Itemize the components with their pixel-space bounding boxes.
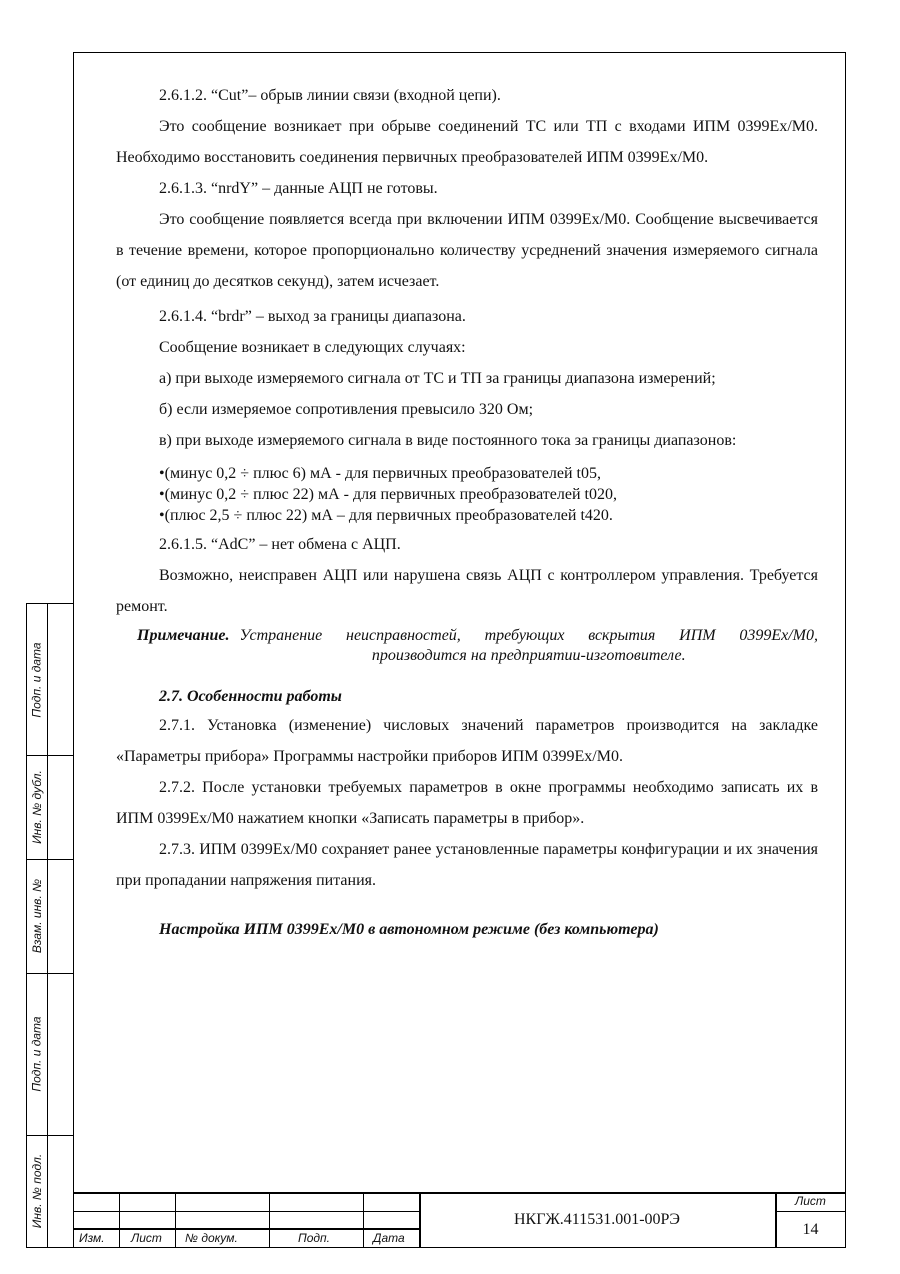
paragraph-272: 2.7.2. После установки требуемых параметров в окне программы необходимо записать их в ИПМ 0399Ex/M0 нажатием кнопки «Записать параметры в прибор». [116, 779, 818, 827]
sheet-label: Лист [795, 1194, 826, 1208]
section-title: 2.7. Особенности работы [159, 688, 342, 705]
heading-2614: 2.6.1.4. “brdr” – выход за границы диапазона. [159, 308, 466, 325]
list-item: •(плюс 2,5 ÷ плюс 22) мА – для первичных преобразователей t420. [159, 507, 613, 524]
document-code: НКГЖ.411531.001-00РЭ [513, 1211, 680, 1228]
side-label-sign-date: Подп. и дата [30, 641, 44, 718]
tb-col-izm: Изм. [79, 1231, 105, 1245]
title-block [73, 1192, 846, 1248]
side-label-replacement-inv: Взам. инв. № [30, 878, 45, 954]
tb-line [269, 1192, 270, 1248]
sheet-number: 14 [802, 1221, 819, 1238]
tb-col-list: Лист [131, 1231, 162, 1245]
tb-col-date: Дата [373, 1231, 405, 1245]
case-b: б) если измеряемое сопротивления превысило 320 Ом; [159, 401, 534, 418]
document-body [116, 80, 818, 945]
paragraph-2612: Это сообщение возникает при обрыве соединений ТС или ТП с входами ИПМ 0399Ex/M0. Необходимо восстановить соединения первичных преобразователей ИПМ 0399Ex/M0. [116, 118, 818, 166]
side-label-duplicate-inv: Инв. № дубл. [30, 770, 44, 844]
side-stamp [26, 603, 73, 1248]
paragraph-2614-intro: Сообщение возникает в следующих случаях: [159, 339, 466, 356]
tb-line [363, 1192, 364, 1248]
tb-line [73, 1211, 420, 1212]
subsection-title: Настройка ИПМ 0399Ex/M0 в автономном режиме (без компьютера) [159, 921, 659, 938]
range-list [159, 463, 818, 526]
note-text: Устранение неисправностей, требующих вскрытия ИПМ 0399Ex/M0, производится на предприятии-изготовителе. [239, 627, 818, 664]
heading-2613: 2.6.1.3. “nrdY” – данные АЦП не готовы. [159, 180, 438, 197]
case-c: в) при выходе измеряемого сигнала в виде постоянного тока за границы диапазонов: [159, 432, 737, 449]
paragraph-2615: Возможно, неисправен АЦП или нарушена связь АЦП с контроллером управления. Требуется ремонт. [116, 567, 818, 615]
tb-col-sign: Подп. [298, 1231, 330, 1245]
side-label-original-inv: Инв. № подл. [30, 1153, 44, 1229]
tb-col-docnum: № докум. [185, 1231, 238, 1245]
heading-2615: 2.6.1.5. “AdC” – нет обмена с АЦП. [159, 536, 401, 553]
paragraph-2613: Это сообщение появляется всегда при включении ИПМ 0399Ex/M0. Сообщение высвечивается в течение времени, которое пропорционально количеству усреднений значения измеряемого сигнала (от единиц до десятков секунд), затем исчезает. [116, 211, 818, 290]
paragraph-273: 2.7.3. ИПМ 0399Ex/M0 сохраняет ранее установленные параметры конфигурации и их значения при пропадании напряжения питания. [116, 841, 818, 889]
side-label-sign-date-2: Подп. и дата [30, 1016, 44, 1092]
tb-line [119, 1192, 120, 1248]
case-a: а) при выходе измеряемого сигнала от ТС и ТП за границы диапазона измерений; [159, 370, 716, 387]
tb-line [175, 1192, 176, 1248]
tb-line [73, 1228, 420, 1230]
paragraph-271: 2.7.1. Установка (изменение) числовых значений параметров производится на закладке «Параметры прибора» Программы настройки приборов ИПМ 0399Ex/M0. [116, 717, 818, 765]
list-item: •(минус 0,2 ÷ плюс 22) мА - для первичных преобразователей t020, [159, 486, 617, 503]
note [137, 626, 818, 666]
list-item: •(минус 0,2 ÷ плюс 6) мА - для первичных преобразователей t05, [159, 465, 601, 482]
note-title: Примечание. [137, 627, 230, 644]
heading-2612: 2.6.1.2. “Cut”– обрыв линии связи (входной цепи). [159, 87, 501, 104]
side-stamp-divider [47, 604, 48, 1247]
